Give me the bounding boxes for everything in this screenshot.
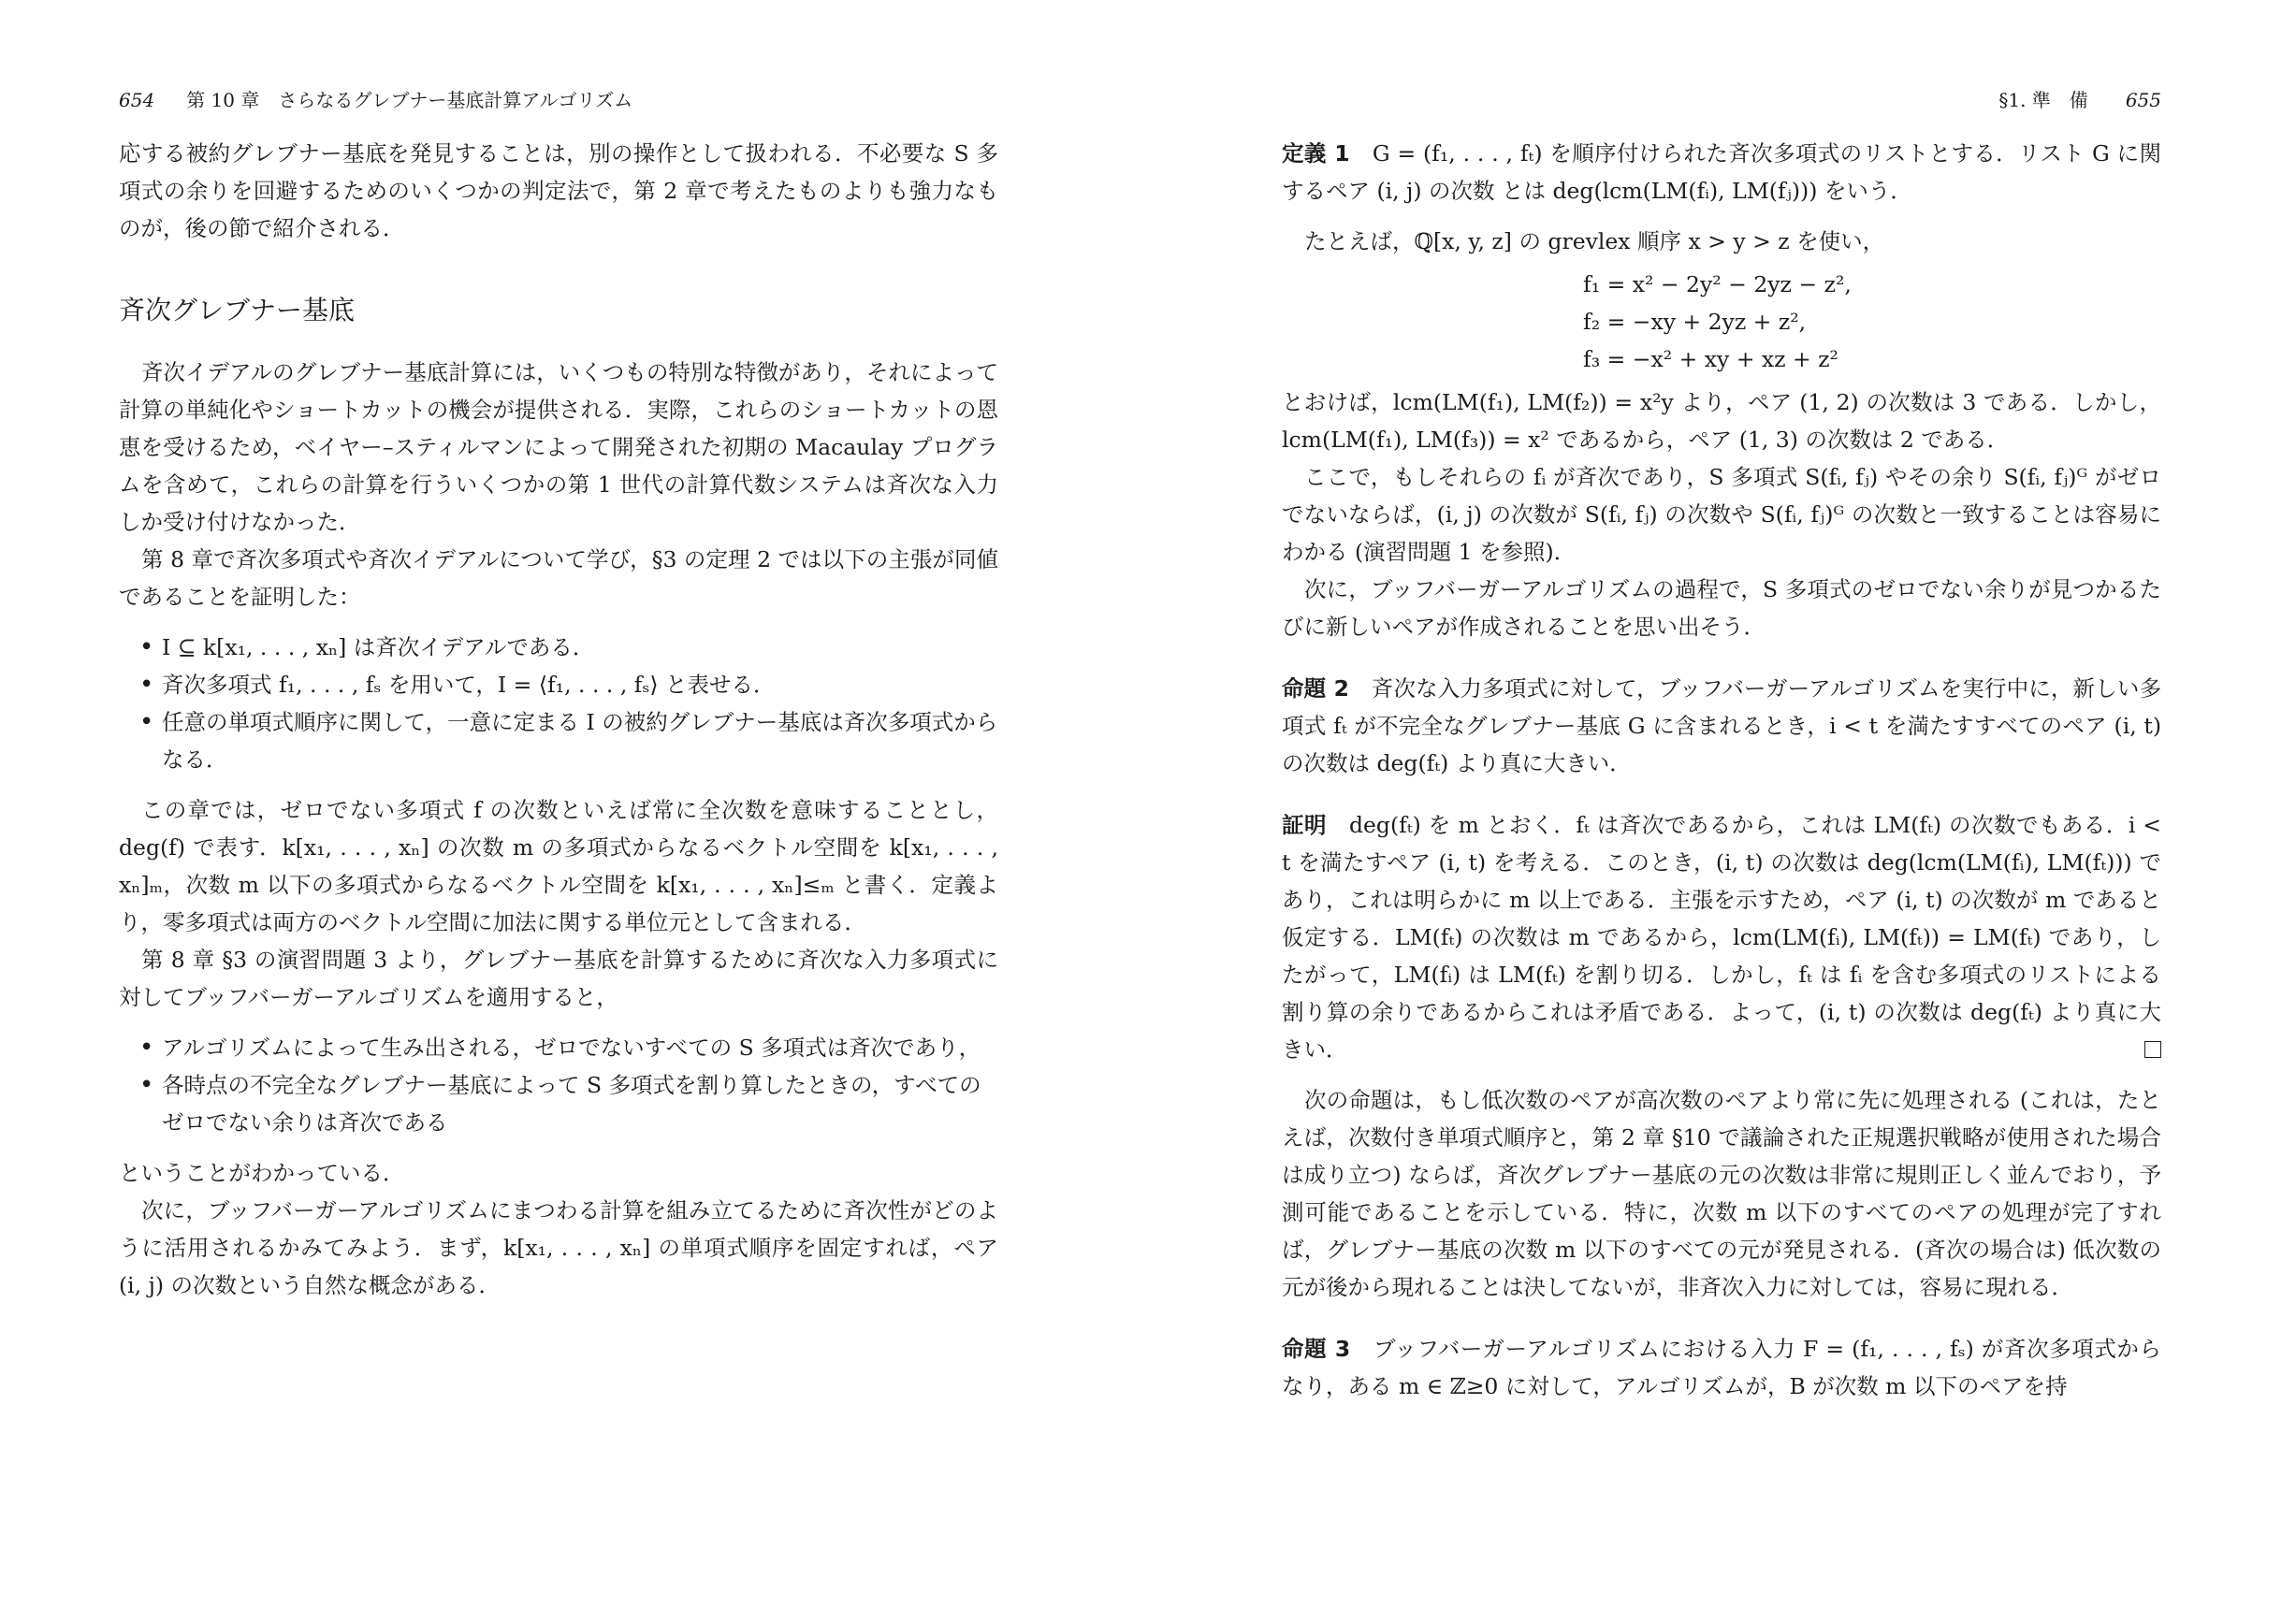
running-head-right: [1282, 86, 2161, 114]
proposition-2-text: 斉次な入力多項式に対して，ブッフバーガーアルゴリズムを実行中に，新しい多項式 fₜ が不完全なグレブナー基底 G に含まれるとき，i < t を満たすすべてのペア (i, t) の次数は deg(fₜ) より真に大きい．: [1282, 675, 2161, 776]
list-item: • 任意の単項式順序に関して，一意に定まる I の被約グレブナー基底は斉次多項式からなる．: [119, 703, 998, 778]
paragraph-homogeneous-degree: ここで，もしそれらの fᵢ が斉次であり，S 多項式 S(fᵢ, fⱼ) やその余り S(fᵢ, fⱼ)ᴳ がゼロでないならば，(i, j) の次数が S(fᵢ, fⱼ) の次数や S(fᵢ, fⱼ)ᴳ の次数と一致することは容易にわかる (演習問題 1 を参照)．: [1282, 464, 2161, 565]
definition-label: 定義 1: [1282, 140, 1350, 166]
paragraph-example-result: とおけば，lcm(LM(f₁), LM(f₂)) = x²y より，ペア (1, 2) の次数は 3 である．しかし，lcm(LM(f₁), LM(f₃)) = x² であるから，ペア (1, 3) の次数は 2 である．: [1282, 389, 2161, 453]
proof: [1282, 806, 2161, 1068]
left-page: [119, 0, 998, 1607]
equation-f3: f₃ = −x² + xy + xz + z²: [1583, 346, 1838, 372]
proposition-3: [1282, 1330, 2161, 1405]
equation-f1: f₁ = x² − 2y² − 2yz − z²,: [1583, 271, 1852, 297]
paragraph-conclusion: ということがわかっている．: [119, 1160, 405, 1186]
paragraph-continued: 応する被約グレブナー基底を発見することは，別の操作として扱われる．不必要な S 多項式の余りを回避するためのいくつかの判定法で，第 2 章で考えたものよりも強力なものが，後の節で紹介される．: [119, 140, 998, 241]
page-number-right: 655: [2125, 89, 2161, 111]
buchberger-properties-list: [119, 1029, 998, 1141]
list-item: • I ⊆ k[x₁, . . . , xₙ] は斉次イデアルである．: [119, 629, 998, 666]
paragraph-degree-definition: この章では，ゼロでない多項式 f の次数といえば常に全次数を意味することとし，deg(f) で表す．k[x₁, . . . , xₙ] の次数 m の多項式からなるベクトル空間を k[x₁, . . . , xₙ]ₘ，次数 m 以下の多項式からなるベクトル空間を k[x₁, . . . , xₙ]≤ₘ と書く．定義より，零多項式は両方のベクトル空間に加法に関する単位元として含まれる．: [119, 797, 998, 935]
proposition-3-text: ブッフバーガーアルゴリズムにおける入力 F = (f₁, . . . , fₛ) が斉次多項式からなり，ある m ∈ ℤ≥0 に対して，アルゴリズムが，B が次数 m 以下のペアを持: [1282, 1336, 2161, 1399]
chapter-title: 第 10 章 さらなるグレブナー基底計算アルゴリズム: [186, 89, 633, 111]
qed-square-icon: [2144, 1041, 2161, 1058]
list-item: • 斉次多項式 f₁, . . . , fₛ を用いて，I = ⟨f₁, . . . , fₛ⟩ と表せる．: [119, 666, 998, 703]
definition-text: G = (f₁, . . . , fₜ) を順序付けられた斉次多項式のリストとする．リスト G に関するペア (i, j) の次数 とは deg(lcm(LM(fᵢ), LM(fⱼ))) をいう．: [1282, 140, 2161, 204]
left-body: [119, 135, 998, 1304]
page-number-left: 654: [119, 89, 155, 111]
proposition-2: [1282, 670, 2161, 782]
right-page: [1282, 0, 2161, 1607]
equation-block: [1282, 266, 2161, 378]
equivalence-list: [119, 629, 998, 778]
section-heading: 斉次グレブナー基底: [119, 295, 356, 326]
proof-label: 証明: [1282, 812, 1327, 838]
proposition-2-label: 命題 2: [1282, 675, 1349, 702]
paragraph-pair-degree: 次に，ブッフバーガーアルゴリズムにまつわる計算を組み立てるために斉次性がどのように活用されるかみてみよう．まず，k[x₁, . . . , xₙ] の単項式順序を固定すれば，ペア (i, j) の次数という自然な概念がある．: [119, 1197, 998, 1298]
paragraph-next-proposition: 次の命題は，もし低次数のペアが高次数のペアより常に先に処理される (これは，たとえば，次数付き単項式順序と，第 2 章 §10 で議論された正規選択戦略が使用された場合は成り立つ) ならば，斉次グレブナー基底の元の次数は非常に規則正しく並んでおり，予測可能であることを示している．特に，次数 m 以下のすべてのペアの処理が完了すれば，グレブナー基底の次数 m 以下のすべての元が発見される．(斉次の場合は) 低次数の元が後から現れることは決してないが，非斉次入力に対しては，容易に現れる．: [1282, 1087, 2161, 1300]
running-head-left: [119, 86, 998, 114]
list-item: • アルゴリズムによって生み出される，ゼロでないすべての S 多項式は斉次であり，: [119, 1029, 998, 1066]
definition-1: [1282, 135, 2161, 210]
paragraph-homogeneous-intro: 斉次イデアルのグレブナー基底計算には，いくつもの特別な特徴があり，それによって計算の単純化やショートカットの機会が提供される．実際，これらのショートカットの恩恵を受けるため，ベイヤー–スティルマンによって開発された初期の Macaulay プログラムを含めて，これらの計算を行ういくつかの第 1 世代の計算代数システムは斉次な入力しか受け付けなかった．: [119, 359, 998, 535]
proof-text: deg(fₜ) を m とおく．fₜ は斉次であるから，これは LM(fₜ) の次数でもある．i < t を満たすペア (i, t) を考える．このとき，(i, t) の次数は deg(lcm(LM(fᵢ), LM(fₜ))) であり，これは明らかに m 以上である．主張を示すため，ペア (i, t) の次数が m であると仮定する．LM(fₜ) の次数は m であるから，lcm(LM(fᵢ), LM(fₜ)) = LM(fₜ) であり，したがって，LM(fᵢ) は LM(fₜ) を割り切る．しかし，fₜ は fᵢ を含む多項式のリストによる割り算の余りであるからこれは矛盾である．よって，(i, t) の次数は deg(fₜ) より真に大きい．: [1282, 812, 2162, 1063]
section-mark: §1. 準 備: [1998, 89, 2088, 111]
equation-f2: f₂ = −xy + 2yz + z²,: [1583, 309, 1807, 335]
paragraph-exercise-reference: 第 8 章 §3 の演習問題 3 より，グレブナー基底を計算するために斉次な入力多項式に対してブッフバーガーアルゴリズムを適用すると，: [119, 947, 998, 1010]
proposition-3-label: 命題 3: [1282, 1336, 1351, 1362]
paragraph-new-pairs: 次に，ブッフバーガーアルゴリズムの過程で，S 多項式のゼロでない余りが見つかるたびに新しいペアが作成されることを思い出そう．: [1282, 576, 2161, 640]
example-intro: たとえば，ℚ[x, y, z] の grevlex 順序 x > y > z を使い，: [1304, 228, 1885, 254]
paragraph-chapter8-theorem: 第 8 章で斉次多項式や斉次イデアルについて学び，§3 の定理 2 では以下の主張が同値であることを証明した：: [119, 546, 998, 610]
list-item: • 各時点の不完全なグレブナー基底によって S 多項式を割り算したときの，すべてのゼロでない余りは斉次である: [119, 1066, 998, 1141]
right-body: [1282, 135, 2161, 1405]
